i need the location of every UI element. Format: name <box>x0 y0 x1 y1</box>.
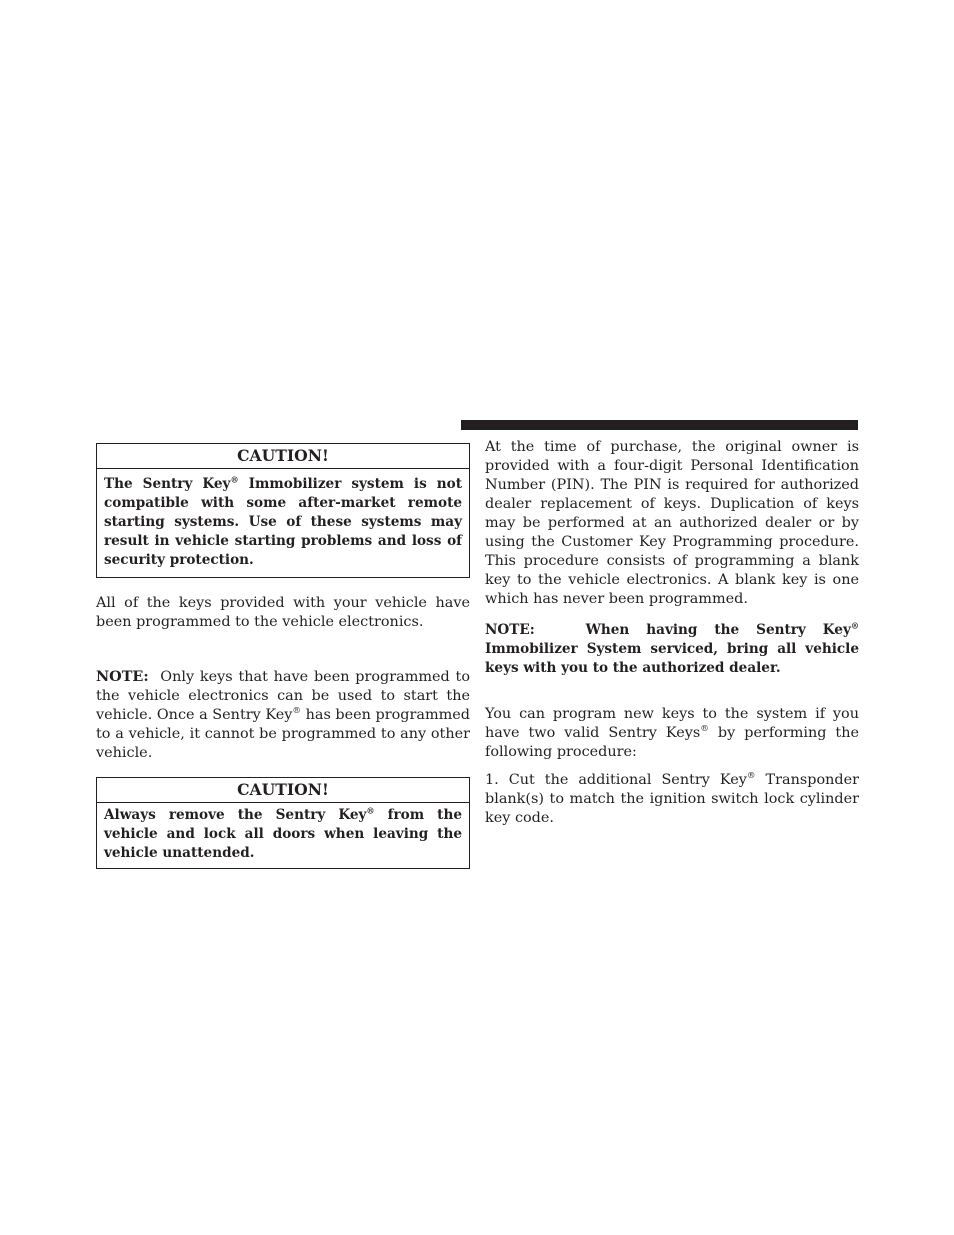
paragraph-text-part: You can program new keys to the system if you have two valid Sentry Keys <box>485 706 859 741</box>
registered-mark: ® <box>230 474 239 485</box>
paragraph-text-part: by performing the following procedure: <box>485 725 860 760</box>
caution-text-part: Immobilizer system is not compatible with some after-market remote starting systems. Use of these systems may result in vehicle starting problems and loss of security protection. <box>104 476 462 568</box>
note-text-part: NOTE: When having the Sentry Key <box>485 622 851 638</box>
caution-text <box>97 469 469 577</box>
pin-paragraph: At the time of purchase, the original owner is provided with a four-digit Personal Identification Number (PIN). The PIN is required for authorized dealer replacement of keys. Duplication of keys may be performed at an authorized dealer or by using the Customer Key Programming procedure. This procedure consists of programming a blank key to the vehicle electronics. A blank key is one which has never been programmed. <box>485 439 859 607</box>
note-paragraph <box>96 667 475 763</box>
caution-text-part: The Sentry Key <box>104 476 231 492</box>
right-column <box>485 438 859 828</box>
registered-mark: ® <box>292 706 301 717</box>
note-text-part: Only keys that have been programmed to the vehicle electronics can be used to start the vehicle. Once a Sentry Key <box>96 669 475 723</box>
step-1 <box>485 771 859 828</box>
caution-text-part: from the vehicle and lock all doors when leaving the vehicle unattended. <box>104 807 462 861</box>
note-text-part: Immobilizer System serviced, bring all vehicle keys with you to the authorized dealer. <box>485 641 859 676</box>
program-keys-paragraph <box>485 705 859 762</box>
caution-box <box>96 777 470 869</box>
left-column <box>96 443 475 869</box>
caution-box <box>96 443 470 578</box>
step-text-part: Transponder blank(s) to match the ignition switch lock cylinder key code. <box>485 772 859 826</box>
registered-mark: ® <box>366 805 375 816</box>
caution-title: CAUTION! <box>97 444 469 469</box>
registered-mark: ® <box>700 724 709 735</box>
registered-mark: ® <box>746 771 756 782</box>
section-header-bar <box>461 420 858 430</box>
note-text-part: has been programmed to a vehicle, it cannot be programmed to any other vehicle. <box>96 707 470 761</box>
keys-programmed-paragraph: All of the keys provided with your vehicle have been programmed to the vehicle electronics. <box>96 595 470 630</box>
caution-text-part: Always remove the Sentry Key <box>104 807 367 823</box>
step-text-part: 1. Cut the additional Sentry Key <box>485 772 747 788</box>
note-label: NOTE: <box>96 668 149 685</box>
caution-title: CAUTION! <box>97 778 469 803</box>
caution-text <box>97 803 469 868</box>
note-paragraph <box>485 621 859 678</box>
registered-mark: ® <box>850 620 859 631</box>
